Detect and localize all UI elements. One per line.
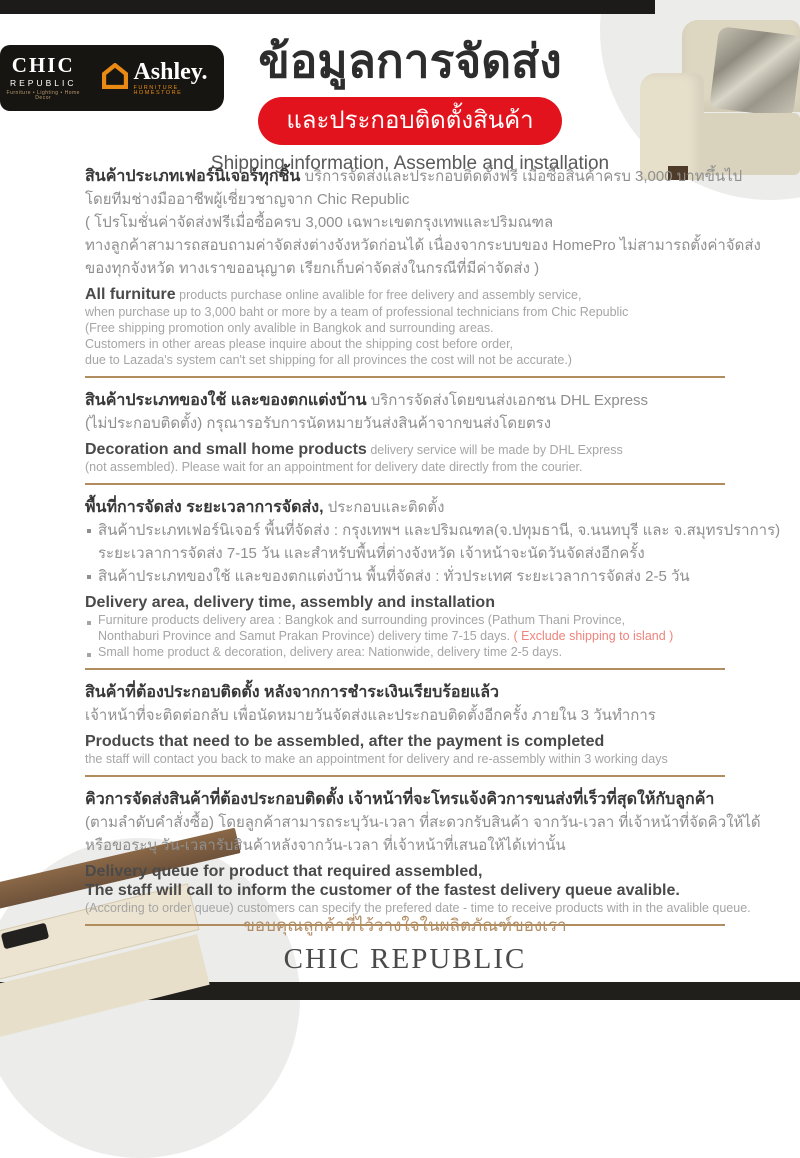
en-heading: Products that need to be assembled, after the payment is completed [85,733,605,750]
th-heading-rest: บริการจัดส่งและประกอบติดตั้งฟรี เมื่อซื้อสินค้าครบ 3,000 บาทขึ้นไป [304,168,743,185]
exclude-island-note: ( Exclude shipping to island ) [513,629,674,643]
chic-logo-name: CHIC [11,53,75,78]
sofa-pillow [709,26,800,118]
en-body-line: (According to order queue) customers can specify the prefered date - time to receive products with in the avalible queue. [85,901,751,915]
page-footer [85,912,725,976]
section-assembly-thai [85,681,725,727]
th-heading-rest: ประกอบและติดตั้ง [327,499,445,516]
section-delivery-area-thai [85,496,781,588]
bullet-item: Furniture products delivery area : Bangkok and surrounding provinces (Pathum Thani Province, [85,612,725,628]
page-header [180,28,640,175]
section-furniture-english [85,285,725,368]
th-body-line: (ไม่ประกอบติดตั้ง) กรุณารอรับการนัดหมายวันส่งสินค้าจากขนส่งโดยตรง [85,415,552,432]
bullet-item: สินค้าประเภทของใช้ และของตกแต่งบ้าน พื้นที่จัดส่ง : ทั่วประเทศ ระยะเวลาการจัดส่ง 2-5 วัน [85,565,725,588]
th-heading: สินค้าที่ต้องประกอบติดตั้ง หลังจากการชำระเงินเรียบร้อยแล้ว [85,684,499,701]
section-divider [85,775,725,777]
section-decoration-thai [85,389,725,435]
page-subtitle: Shipping information, Assemble and installation [210,152,610,174]
footer-thanks: ขอบคุณลูกค้าที่ไว้วางใจในผลิตภัณฑ์ของเรา [243,916,567,935]
top-bar [0,0,655,14]
sofa-armrest [640,73,704,180]
en-body-line: Customers in other areas please inquire about the shipping cost before order, [85,337,514,351]
en-heading-line2: The staff will call to inform the customer of the fastest delivery queue avalible. [85,882,680,899]
en-body-line: (Free shipping promotion only avalible in Bangkok and surrounding areas. [85,321,494,335]
th-heading: คิวการจัดส่งสินค้าที่ต้องประกอบติดตั้ง เจ้าหน้าที่จะโทรแจ้งคิวการขนส่งที่เร็วที่สุดให้กับลูกค้า [85,791,715,808]
page-title: ข้อมูลการจัดส่ง [258,35,562,87]
en-heading: Delivery area, delivery time, assembly and installation [85,594,495,611]
bullet-item: Small home product & decoration, delivery area: Nationwide, delivery time 2-5 days. [85,644,725,660]
en-body-line: (not assembled). Please wait for an appointment for delivery date directly from the courier. [85,460,583,474]
th-body-line: ( โปรโมชั่นค่าจัดส่งฟรีเมื่อซื้อครบ 3,000 เฉพาะเขตกรุงเทพและปริมณฑล [85,214,554,231]
section-queue-thai [85,788,761,857]
en-heading: All furniture [85,286,176,303]
bullet-item-continued [85,628,725,644]
th-body-line: เจ้าหน้าที่จะติดต่อกลับ เพื่อนัดหมายวันจัดส่งและประกอบติดตั้งอีกครั้ง ภายใน 3 วันทำการ [85,707,656,724]
footer-brand: CHIC REPUBLIC [283,943,527,975]
section-delivery-queue [85,788,761,916]
en-body-line: due to Lazada's system can't set shipping for all provinces the cost will not be accurate.) [85,353,572,367]
sofa-photo [640,15,800,180]
section-divider [85,376,725,378]
th-heading-rest: บริการจัดส่งโดยขนส่งเอกชน DHL Express [370,392,649,409]
bullet-text: Nonthaburi Province and Samut Prakan Province) delivery time 7-15 days. [98,629,511,643]
bullet-item-continued: ระยะเวลาการจัดส่ง 7-15 วัน และสำหรับพื้นที่ต่างจังหวัด เจ้าหน้าจะนัดวันจัดส่งอีกครั้ง [98,545,645,562]
section-delivery-area-english [85,593,725,660]
th-body-line: หรือขอระบุ วัน-เวลารับสินค้าหลังจากวัน-เวลา ที่เจ้าหน้าที่เสนอให้ได้เท่านั้น [85,837,566,854]
en-heading: Delivery queue for product that required assembled, [85,863,483,880]
bullet-item: สินค้าประเภทเฟอร์นิเจอร์ พื้นที่จัดส่ง : กรุงเทพฯ และปริมณฑล(จ.ปทุมธานี, จ.นนทบุรี และ จ.สมุทรปราการ) [85,519,725,542]
en-heading-rest: products purchase online avalible for free delivery and assembly service, [179,288,582,302]
th-body-line: (ตามลำดับคำสั่งซื้อ) โดยลูกค้าสามารถระบุวัน-เวลา ที่สะดวกรับสินค้า จากวัน-เวลา ที่เจ้าหน้าที่จัดคิวให้ได้ [85,814,761,831]
th-heading: สินค้าประเภทเฟอร์นิเจอร์ทุกชิ้น [85,168,301,185]
ashley-logo-sub: FURNITURE HOMESTORE [133,84,183,96]
section-furniture [85,165,761,368]
chic-logo-tagline: Furniture • Lighting • Home Decor [6,89,80,101]
section-assembly-english [85,732,725,767]
en-body-line: when purchase up to 3,000 baht or more by a team of professional technicians from Chic Republic [85,305,629,319]
ashley-house-icon [102,63,128,94]
th-heading: สินค้าประเภทของใช้ และของตกแต่งบ้าน [85,392,367,409]
section-assembly-after-payment [85,681,725,767]
en-heading: Decoration and small home products [85,441,367,458]
content-column [85,165,781,937]
chic-logo-sub: REPUBLIC [9,78,77,89]
section-delivery-area [85,496,781,660]
en-body-line: the staff will contact you back to make an appointment for delivery and re-assembly within 3 working days [85,752,668,766]
th-body-line: โดยทีมช่างมืออาชีพผู้เชี่ยวชาญจาก Chic Republic [85,191,410,208]
title-badge: และประกอบติดตั้งสินค้า [258,97,561,145]
section-decoration-english [85,440,725,475]
section-furniture-thai [85,165,761,280]
section-divider [85,668,725,670]
section-queue-english [85,862,751,916]
th-body-line: ของทุกจังหวัด ทางเราขออนุญาต เรียกเก็บค่าจัดส่งในกรณีที่มีค่าจัดส่ง ) [85,260,540,277]
th-heading: พื้นที่การจัดส่ง ระยะเวลาการจัดส่ง, [85,499,324,516]
section-divider [85,483,725,485]
en-heading-rest: delivery service will be made by DHL Express [370,443,623,457]
section-decoration [85,389,725,475]
chic-republic-logo [0,55,86,101]
th-body-line: ทางลูกค้าสามารถสอบถามค่าจัดส่งต่างจังหวัดก่อนได้ เนื่องจากระบบของ HomePro ไม่สามารถตั้งค่าจัดส่ง [85,237,761,254]
ashley-logo-name: Ashley. [133,58,208,85]
